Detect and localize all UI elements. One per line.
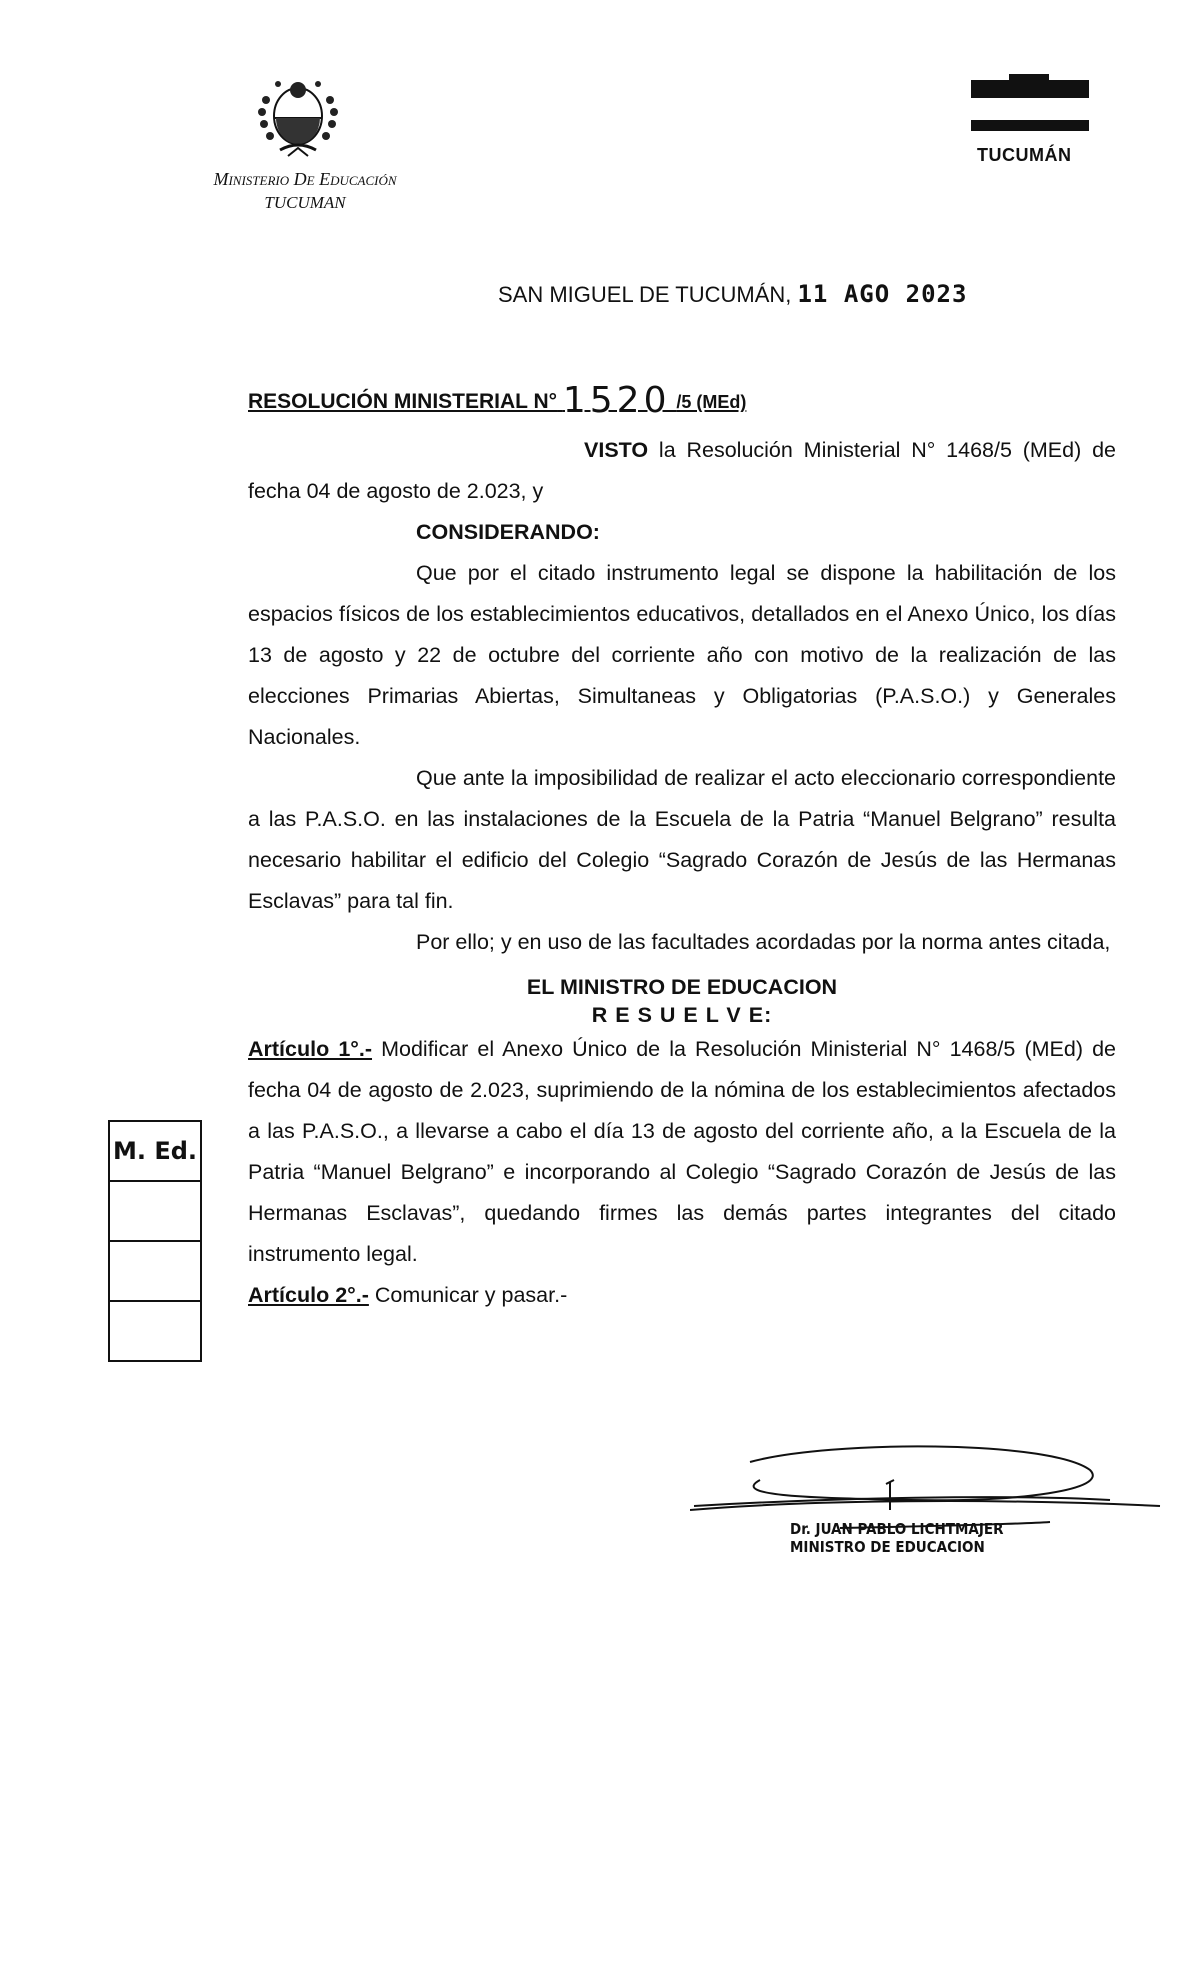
considerando-heading: CONSIDERANDO: xyxy=(416,520,600,544)
article-1 xyxy=(248,1029,1116,1275)
article-2 xyxy=(248,1275,1116,1316)
stamp-box xyxy=(108,1120,202,1362)
date-place: SAN MIGUEL DE TUCUMÁN, xyxy=(498,282,798,307)
stamp-box-label: M. Ed. xyxy=(110,1122,200,1182)
stamp-box-cell xyxy=(110,1182,200,1242)
ministry-line-2: TUCUMAN xyxy=(264,193,346,212)
considerando-paragraph-3: Por ello; y en uso de las facultades acordadas por la norma antes citada, xyxy=(416,930,1111,954)
signature-block xyxy=(790,1520,1004,1556)
article-1-text: Modificar el Anexo Único de la Resolución Ministerial N° 1468/5 (MEd) de fecha 04 de agosto de 2.023, suprimiendo de la nómina de los establecimientos afectados a las P.A.S.O., a llevarse a cabo el día 13 de agosto del corriente año, a la Escuela de la Patria “Manuel Belgrano” e incorporando al Colegio “Sagrado Corazón de Jesús de las Hermanas Esclavas”, quedando firmes las demás partes integrantes del citado instrumento legal. xyxy=(248,1037,1116,1266)
article-1-label: Artículo 1°.- xyxy=(248,1037,373,1061)
document-body xyxy=(248,430,1116,1316)
resuelve-heading: R E S U E L V E: xyxy=(591,1003,773,1027)
visto-label: VISTO xyxy=(584,438,649,462)
date-line xyxy=(498,280,967,308)
resolution-title xyxy=(248,376,747,421)
tucuman-brand-text: TUCUMÁN xyxy=(977,145,1072,165)
considerando-paragraph-1: Que por el citado instrumento legal se dispone la habilitación de los espacios físicos de los establecimientos educativos, detallados en el Anexo Único, los días 13 de agosto y 22 de octubre del corriente año con motivo de la realización de las elecciones Primarias Abiertas, Simultaneas y Obligatorias (P.A.S.O.) y Generales Nacionales. xyxy=(248,561,1116,749)
resolution-label: RESOLUCIÓN MINISTERIAL N° xyxy=(248,390,558,413)
minister-heading: EL MINISTRO DE EDUCACION xyxy=(526,975,838,999)
visto-paragraph xyxy=(248,430,1116,512)
visto-text: la Resolución Ministerial N° 1468/5 (MEd) de fecha 04 de agosto de 2.023, y xyxy=(248,438,1116,503)
resolution-number: 1520 xyxy=(562,380,671,421)
signatory-name: Dr. JUAN PABLO LICHTMAJER xyxy=(790,1520,1004,1538)
tucuman-logo xyxy=(971,80,1101,170)
coat-of-arms-emblem xyxy=(250,70,346,166)
ministry-line-1: MINISTERIO DE EDUCACIÓN xyxy=(213,169,397,189)
signatory-title: MINISTRO DE EDUCACION xyxy=(790,1538,985,1556)
resolution-suffix: /5 (MEd) xyxy=(676,392,747,412)
stamp-box-cell xyxy=(110,1242,200,1302)
date-stamp: 11 AGO 2023 xyxy=(797,280,968,308)
article-2-label: Artículo 2°.- xyxy=(248,1283,369,1307)
handwritten-signature xyxy=(690,1440,1170,1530)
article-2-text: Comunicar y pasar.- xyxy=(368,1283,568,1307)
considerando-paragraph-2: Que ante la imposibilidad de realizar el acto eleccionario correspondiente a las P.A.S.O. en las instalaciones de la Escuela de la Patria “Manuel Belgrano” resulta necesario habilitar el edificio del Colegio “Sagrado Corazón de Jesús de las Hermanas Esclavas” para tal fin. xyxy=(248,766,1116,913)
stamp-box-cell xyxy=(110,1302,200,1360)
ministry-heading xyxy=(170,168,440,214)
